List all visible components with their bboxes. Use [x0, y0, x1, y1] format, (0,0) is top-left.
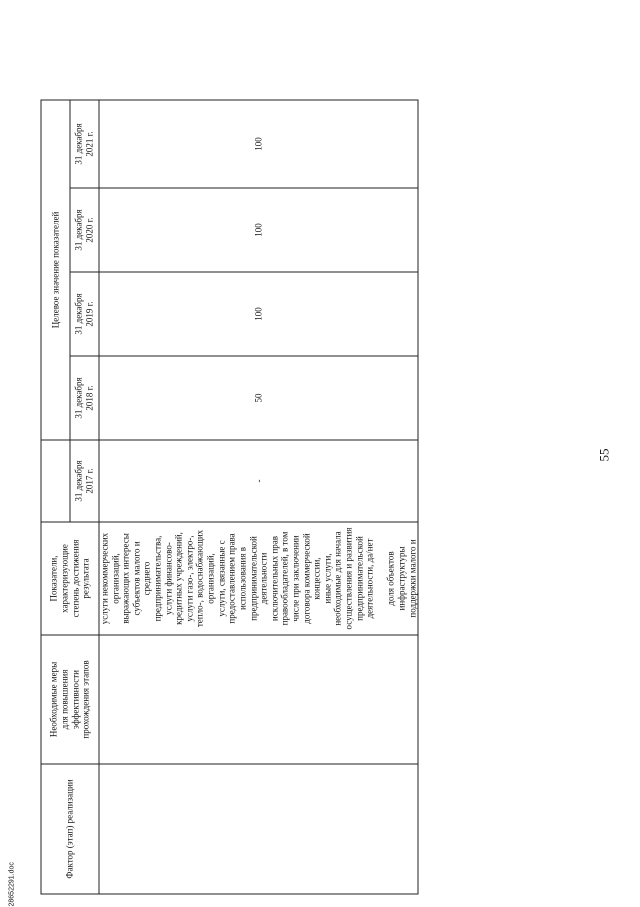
indicator-text-line: договора коммерческой: [300, 533, 311, 624]
indicator-text-line: доля объектов: [385, 551, 396, 606]
factor-cell: [99, 764, 418, 894]
footer-filename: 28652291.doc: [8, 862, 15, 907]
header-date-2021: 31 декабря 2021 г.: [70, 100, 99, 188]
indicator-text-line: деятельности: [258, 552, 269, 605]
indicators-cell: [99, 522, 418, 635]
indicator-text-line: тепло-, водоснабжающих: [194, 529, 205, 628]
indicator-text-line: предпринимательства,: [152, 535, 163, 622]
indicator-text-line: поддержки малого и: [406, 539, 417, 618]
indicator-text-line: выражающих интересы: [120, 533, 131, 624]
header-measures: Необходимые меры для повышения эффективности прохождения этапов: [41, 635, 99, 764]
measures-cell: [99, 635, 418, 764]
value-2018: 50: [99, 356, 418, 440]
indicator-text-line: предпринимательской: [353, 536, 364, 621]
indicator-text-line: услуги газо-, электро-,: [183, 535, 194, 622]
indicator-text-line: услуги некоммерческих: [99, 532, 109, 625]
value-2020: 100: [99, 188, 418, 272]
indicator-text-line: инфраструктуры: [396, 546, 407, 611]
indicator-text-line: необходимые для начала: [332, 531, 343, 626]
indicator-text-line: [375, 525, 386, 633]
indicator-text-line: предоставлением права: [226, 533, 237, 624]
indicator-text-line: среднего: [141, 561, 152, 596]
header-date-2019: 31 декабря 2019 г.: [70, 272, 99, 356]
indicator-text-line: деятельности, да/нет: [364, 538, 375, 619]
page-number: 55: [596, 448, 611, 462]
indicator-text-line: исключительных прав: [268, 535, 279, 622]
indicator-text-line: использования в: [236, 547, 247, 611]
header-indicators: Показатели, характеризующие степень достижения результата: [41, 522, 99, 635]
header-target: Целевое значение показателей: [41, 100, 70, 440]
indicator-text-line: осуществления и развития: [343, 527, 354, 630]
header-date-2017: 31 декабря 2017 г.: [70, 440, 99, 522]
indicator-text-line: услуги, связанные с: [215, 540, 226, 617]
indicators-table: [40, 100, 418, 895]
indicator-text-line: организаций,: [109, 553, 120, 604]
indicator-text-line: иные услуги,: [321, 553, 332, 604]
indicator-text-line: организаций,: [205, 553, 216, 604]
indicator-text-line: числе при заключении: [289, 535, 300, 622]
indicator-text-line: правообладателей, в том: [279, 531, 290, 626]
header-date-2020: 31 декабря 2020 г.: [70, 188, 99, 272]
indicator-text-line: кредитных учреждений,: [173, 532, 184, 625]
value-2021: 100: [99, 100, 418, 188]
value-2019: 100: [99, 272, 418, 356]
header-factor: Фактор (этап) реализации: [41, 764, 99, 894]
indicator-text-line: концессии,: [311, 557, 322, 600]
header-date-2018: 31 декабря 2018 г.: [70, 356, 99, 440]
indicator-text-line: услуги финансово-: [162, 542, 173, 615]
indicator-text-line: субъектов малого и: [130, 541, 141, 616]
indicator-text-line: предпринимательской: [247, 536, 258, 621]
value-2017: -: [99, 440, 418, 522]
